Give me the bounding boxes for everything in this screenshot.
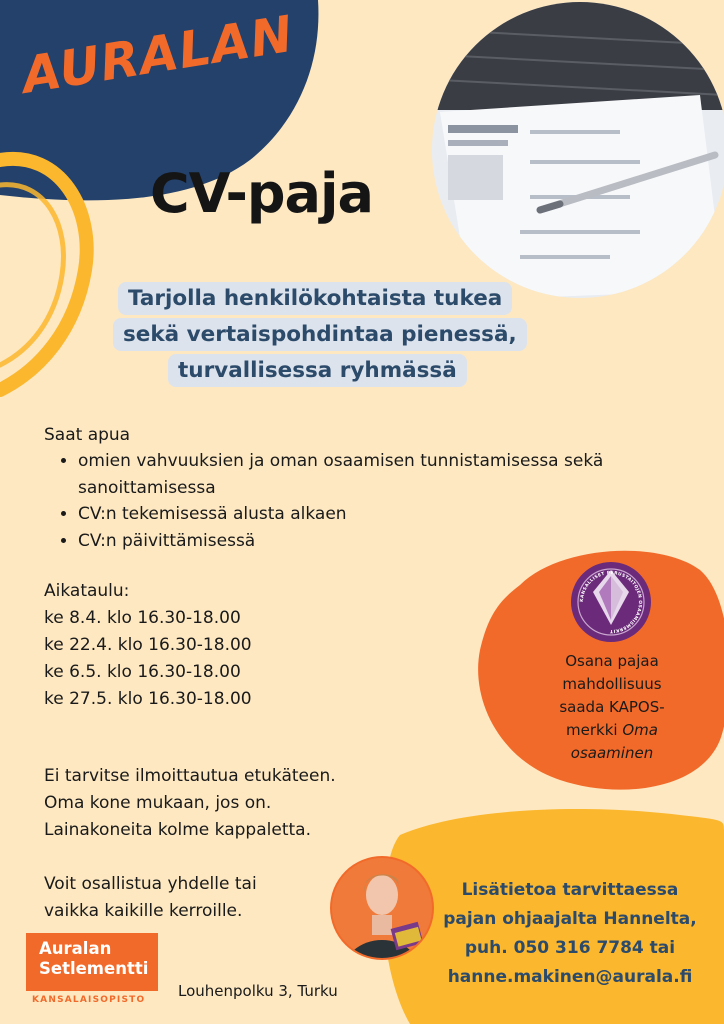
kapos-line: mahdollisuus: [562, 675, 662, 693]
schedule-date: ke 27.5. klo 16.30-18.00: [44, 689, 252, 709]
schedule-date: ke 8.4. klo 16.30-18.00: [44, 608, 241, 628]
organization-logo: [26, 933, 158, 991]
help-list: [60, 448, 708, 554]
contact-info: [436, 876, 704, 992]
svg-text:KANSALLISET PERUSTAITOJEN OSAA: [579, 570, 643, 634]
kapos-line: saada KAPOS-: [559, 698, 665, 716]
kapos-line: merkki: [566, 721, 618, 739]
contact-line: pajan ohjaajalta Hannelta,: [443, 909, 697, 929]
schedule-date: ke 6.5. klo 16.30-18.00: [44, 662, 241, 682]
contact-phone: puh. 050 316 7784 tai: [464, 938, 676, 958]
note-line: Oma kone mukaan, jos on.: [44, 793, 272, 813]
kapos-description: [542, 650, 682, 765]
note-line: Ei tarvitse ilmoittautua etukäteen.: [44, 766, 336, 786]
laptop-photo: [430, 0, 724, 300]
help-heading: Saat apua: [44, 425, 131, 445]
schedule-date: ke 22.4. klo 16.30-18.00: [44, 635, 252, 655]
schedule-heading: Aikataulu:: [44, 581, 130, 601]
list-item: • CV:n tekemisessä alusta alkaen: [78, 501, 708, 528]
kapos-badge-name: osaaminen: [570, 744, 654, 762]
tagline-line: Tarjolla henkilökohtaista tukea: [118, 282, 512, 315]
contact-email: hanne.makinen@aurala.fi: [447, 967, 693, 987]
participate-line: vaikka kaikille kerroille.: [44, 901, 243, 921]
list-item: • CV:n päivittämisessä: [78, 528, 708, 555]
list-item: • omien vahvuuksien ja oman osaamisen tunnistamisessa sekä sanoittamisessa: [78, 448, 708, 501]
contact-line: Lisätietoa tarvittaessa: [461, 880, 679, 900]
logo-subtitle: KANSALAISOPISTO: [32, 995, 146, 1005]
kapos-line: Osana pajaa: [565, 652, 659, 670]
note-line: Lainakoneita kolme kappaletta.: [44, 820, 311, 840]
kapos-badge-text: [571, 562, 651, 642]
kapos-badge-name: Oma: [622, 721, 658, 739]
page-title: CV-paja: [150, 162, 373, 225]
participate-line: Voit osallistua yhdelle tai: [44, 874, 257, 894]
logo-line: Setlementti: [39, 959, 149, 978]
address: Louhenpolku 3, Turku: [178, 982, 338, 1000]
logo-line: Auralan: [39, 939, 112, 958]
tagline-line: turvallisessa ryhmässä: [168, 354, 467, 387]
tagline-line: sekä vertaispohdintaa pienessä,: [113, 318, 527, 351]
brand-wordmark: AURALAN: [18, 4, 298, 105]
kapos-badge-label: KANSALLISET PERUSTAITOJEN OSAAMISMERKIT: [579, 570, 643, 634]
